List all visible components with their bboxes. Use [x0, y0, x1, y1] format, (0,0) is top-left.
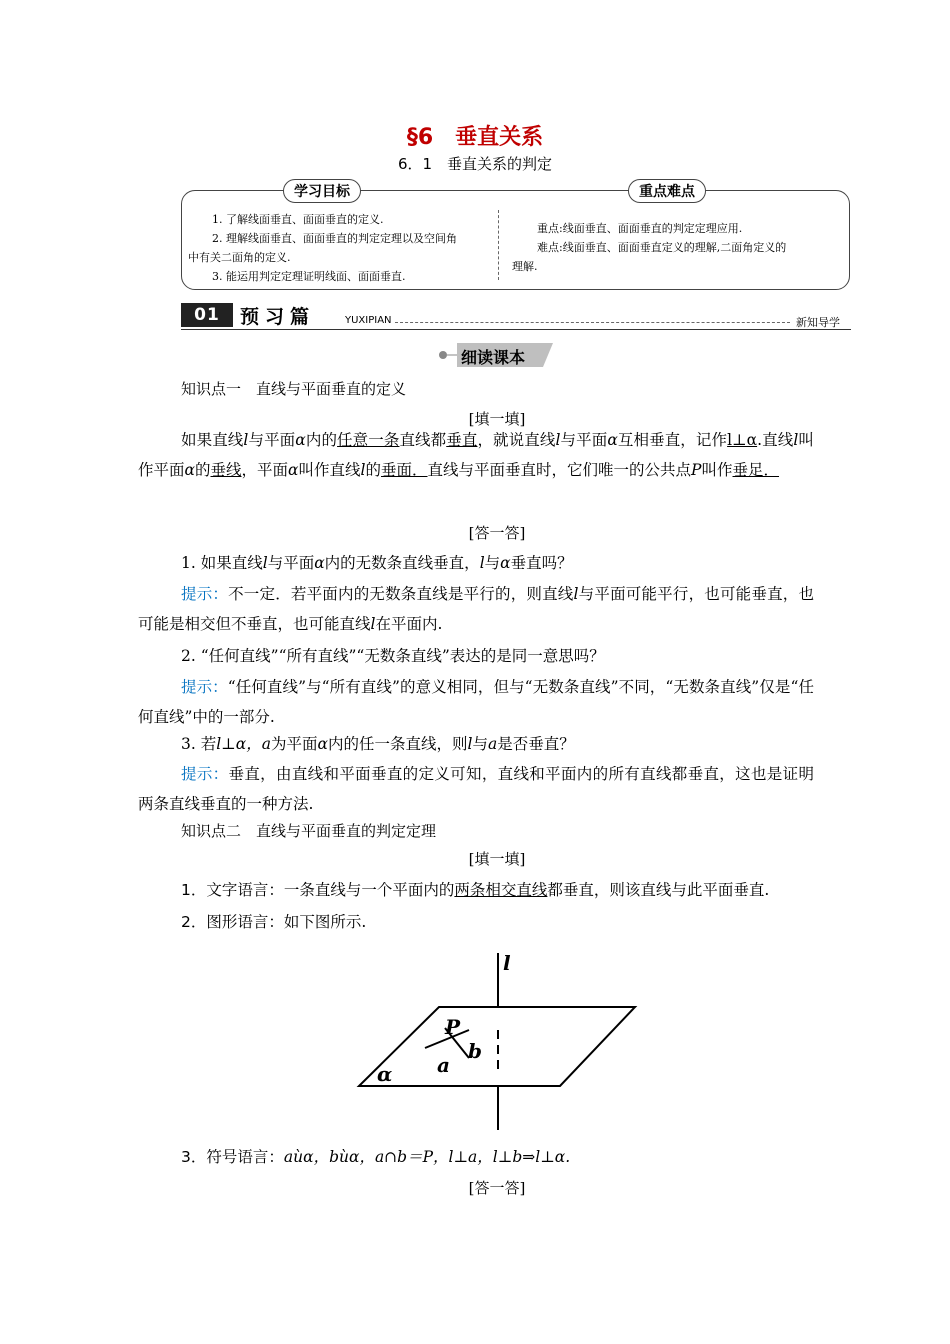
hint-label: 提示：	[181, 765, 229, 783]
blank-answer: 两条相交直线	[454, 881, 548, 899]
page-subtitle: 6．1 垂直关系的判定	[397, 155, 553, 173]
goal-item: 2. 理解线面垂直、面面垂直的判定定理以及空间角	[212, 232, 457, 245]
blank-answer: l⊥α	[727, 431, 758, 449]
blank-answer: 垂足．	[732, 461, 780, 479]
section-pinyin: YUXIPIAN	[345, 315, 392, 326]
banner-rule	[181, 329, 851, 330]
key-point-line: 重点:线面垂直、面面垂直的判定定理应用.	[537, 222, 743, 235]
label-a: a	[437, 1053, 450, 1077]
fill-label: [填一填]	[468, 850, 526, 868]
section-right-label: 新知导学	[796, 316, 840, 329]
knowledge-point-2-heading: 知识点二 直线与平面垂直的判定定理	[181, 822, 437, 840]
section-pill-label: 细读课本	[461, 348, 526, 367]
goal-item: 3. 能运用判定定理证明线面、面面垂直.	[212, 270, 406, 283]
question-3: 3. 若l⊥α，a为平面α内的任一条直线，则l与a是否垂直？	[181, 735, 575, 753]
page-title: §6 垂直关系	[406, 125, 544, 150]
goal-item: 1. 了解线面垂直、面面垂直的定义.	[212, 213, 384, 226]
label-alpha: α	[377, 1062, 393, 1086]
blank-answer: 垂线	[210, 461, 242, 479]
label-b: b	[468, 1039, 482, 1063]
goals-tag: 学习目标	[283, 179, 361, 203]
answer-label: [答一答]	[468, 524, 526, 542]
goal-item: 中有关二面角的定义.	[188, 251, 291, 264]
symbol-language-item: 3．符号语言：aùα，bùα，a∩b＝P，l⊥a，l⊥b⇒l⊥α.	[181, 1148, 571, 1166]
graphic-language-item: 2．图形语言：如下图所示.	[181, 913, 367, 931]
hint-2: 提示：“任何直线”与“所有直线”的意义相同，但与“无数条直线”不同，“无数条直线”仅是“任何直线”中的一部分.	[138, 678, 814, 726]
blank-answer: 垂直	[446, 431, 478, 449]
key-point-line: 理解.	[512, 260, 538, 273]
label-P: P	[445, 1015, 461, 1039]
blank-answer: 任意一条	[337, 431, 400, 449]
question-1: 1. 如果直线l与平面α内的无数条直线垂直，l与α垂直吗？	[181, 554, 573, 572]
answer-label: [答一答]	[468, 1179, 526, 1197]
question-2: 2. “任何直线”“所有直线”“无数条直线”表达的是同一意思吗？	[181, 647, 605, 665]
goals-divider	[498, 210, 499, 280]
section-name: 预习篇	[240, 306, 316, 328]
text-language-item: 1．文字语言：一条直线与一个平面内的两条相交直线都垂直，则该直线与此平面垂直.	[181, 881, 770, 899]
perpendicular-figure	[355, 948, 645, 1138]
banner-dashed-line	[395, 322, 790, 323]
hint-label: 提示：	[181, 678, 228, 696]
key-points-tag: 重点难点	[628, 179, 706, 203]
blank-answer: 垂面．	[381, 461, 428, 479]
fill-label: [填一填]	[468, 410, 526, 428]
pill-dot-icon	[439, 351, 447, 359]
knowledge-point-1-heading: 知识点一 直线与平面垂直的定义	[181, 380, 407, 398]
definition-paragraph: 如果直线l与平面α内的任意一条直线都垂直，就说直线l与平面α互相垂直，记作l⊥α.直线l叫作平面α的垂线，平面α叫作直线l的垂面．直线与平面垂直时，它们唯一的公共点P叫作垂足．	[138, 431, 814, 479]
hint-1: 提示：不一定．若平面内的无数条直线是平行的，则直线l与平面可能平行，也可能垂直，也可能是相交但不垂直，也可能直线l在平面内.	[138, 585, 814, 633]
hint-label: 提示：	[181, 585, 229, 603]
label-l: l	[503, 951, 511, 975]
section-number-badge: 01	[181, 303, 233, 327]
key-point-line: 难点:线面垂直、面面垂直定义的理解,二面角定义的	[537, 241, 787, 254]
hint-3: 提示：垂直，由直线和平面垂直的定义可知，直线和平面内的所有直线都垂直，这也是证明两条直线垂直的一种方法.	[138, 765, 814, 813]
